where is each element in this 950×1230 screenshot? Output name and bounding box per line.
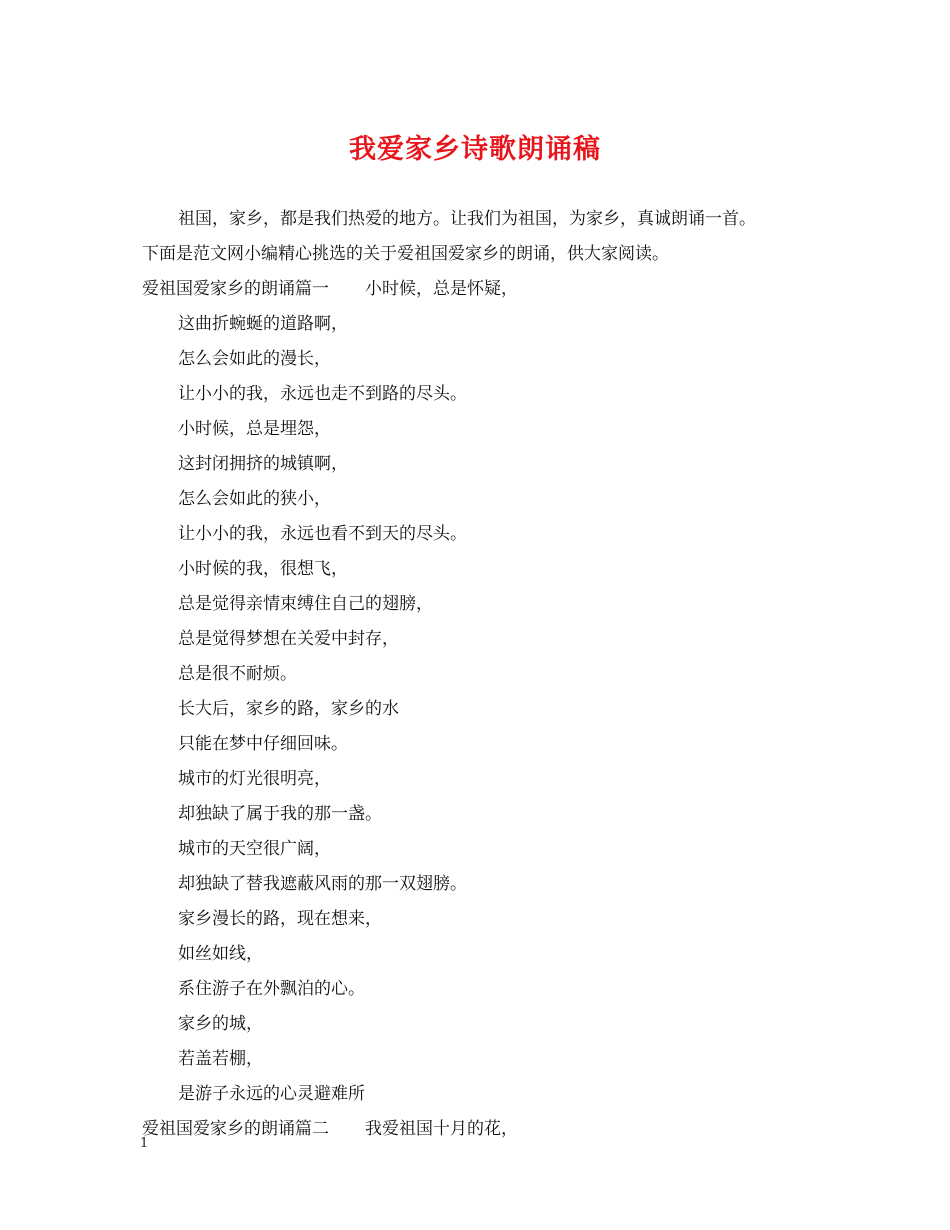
section-2-heading: 爱祖国爱家乡的朗诵篇二 <box>142 1119 329 1139</box>
document-title: 我爱家乡诗歌朗诵稿 <box>349 134 601 165</box>
poem-line: 小时候，总是埋怨， <box>178 419 331 439</box>
section-1-heading: 爱祖国爱家乡的朗诵篇一 <box>142 279 329 299</box>
poem-line: 却独缺了替我遮蔽风雨的那一双翅膀。 <box>178 874 467 894</box>
poem-line: 这曲折蜿蜒的道路啊， <box>178 314 348 334</box>
poem-line: 总是觉得梦想在关爱中封存， <box>178 629 399 649</box>
poem-line: 家乡漫长的路，现在想来， <box>178 909 382 929</box>
poem-line: 城市的灯光很明亮， <box>178 769 331 789</box>
poem-line: 总是很不耐烦。 <box>178 664 297 684</box>
poem-line: 这封闭拥挤的城镇啊， <box>178 454 348 474</box>
poem-line: 小时候，总是怀疑， <box>365 279 518 299</box>
poem-line: 家乡的城， <box>178 1014 263 1034</box>
poem-line: 让小小的我，永远也看不到天的尽头。 <box>178 524 467 544</box>
poem-line: 怎么会如此的狭小， <box>178 489 331 509</box>
intro-paragraph-line-2: 下面是范文网小编精心挑选的关于爱祖国爱家乡的朗诵，供大家阅读。 <box>142 244 669 264</box>
poem-lines <box>142 307 822 1112</box>
document-body <box>142 202 822 1147</box>
section-1-heading-line <box>142 272 822 307</box>
poem-line: 只能在梦中仔细回味。 <box>178 734 348 754</box>
poem-line: 却独缺了属于我的那一盏。 <box>178 804 382 824</box>
poem-line: 如丝如线， <box>178 944 263 964</box>
poem-line: 小时候的我，很想飞， <box>178 559 348 579</box>
poem-line: 我爱祖国十月的花， <box>365 1119 518 1139</box>
poem-line: 是游子永远的心灵避难所 <box>178 1084 365 1104</box>
section-2-heading-line <box>142 1112 822 1147</box>
poem-line: 城市的天空很广阔， <box>178 839 331 859</box>
intro-paragraph-line-1: 祖国，家乡，都是我们热爱的地方。让我们为祖国，为家乡，真诚朗诵一首。 <box>178 209 756 229</box>
poem-line: 怎么会如此的漫长， <box>178 349 331 369</box>
poem-line: 系住游子在外飘泊的心。 <box>178 979 365 999</box>
poem-line: 总是觉得亲情束缚住自己的翅膀， <box>178 594 433 614</box>
poem-line: 让小小的我，永远也走不到路的尽头。 <box>178 384 467 404</box>
poem-line: 若盖若棚， <box>178 1049 263 1069</box>
poem-line: 长大后，家乡的路，家乡的水 <box>178 699 399 719</box>
page-number: 1 <box>140 1136 149 1151</box>
